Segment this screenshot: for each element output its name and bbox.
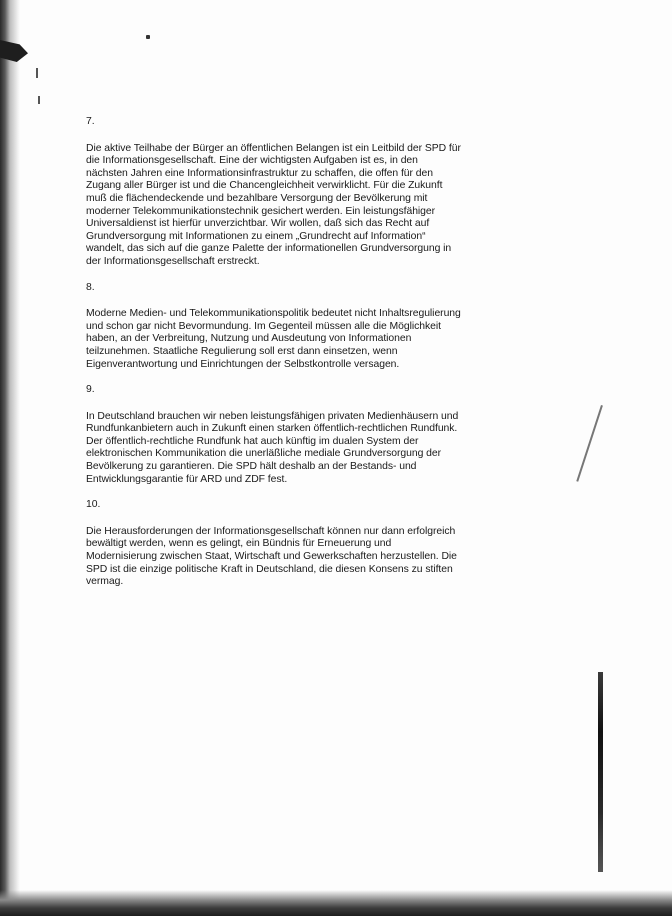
document-body [86,116,506,602]
paragraph-line: der Informationsgesellschaft erstreckt. [86,255,260,267]
section-paragraph [86,308,506,371]
paragraph-line: Grundversorgung mit Informationen zu einem „Grundrecht auf Information“ [86,230,426,242]
paragraph-line: In Deutschland brauchen wir neben leistungsfähigen privaten Medienhäusern und [86,410,459,422]
section-number: 7. [86,116,95,127]
section-number: 9. [86,384,95,396]
scan-tick [36,68,38,78]
paragraph-line: Eigenverantwortung und Einrichtungen der Selbstkontrolle versagen. [86,358,400,370]
scan-right-mark [576,405,603,482]
scan-bottom-edge [0,890,672,916]
paragraph-line: Der öffentlich-rechtliche Rundfunk hat auch künftig im dualen System der [86,435,419,447]
scan-left-edge [0,0,20,916]
paragraph-line: wandelt, das sich auf die ganze Palette der informationellen Grundversorgung in [86,243,452,255]
section-paragraph [86,411,506,487]
paragraph-line: bewältigt werden, wenn es gelingt, ein Bündnis für Erneuerung und [86,538,392,550]
paragraph-line: Zugang aller Bürger ist und die Chancengleichheit verwirklicht. Für die Zukunft [86,180,443,192]
section-3 [86,384,506,486]
paragraph-line: haben, an der Verbreitung, Nutzung und Ausdeutung von Informationen [86,333,412,345]
paragraph-line: Modernisierung zwischen Staat, Wirtschaft und Gewerkschaften herzustellen. Die [86,551,457,563]
paragraph-line: SPD ist die einzige politische Kraft in Deutschland, die diesen Konsens zu stiften [86,563,453,575]
scan-right-mark [598,672,603,872]
paragraph-line: elektronischen Kommunikation die unerläßliche mediale Grundversorgung der [86,448,442,460]
scan-dot [146,35,150,39]
paragraph-line: Rundfunkanbietern auch in Zukunft einen starken öffentlich-rechtlichen Rundfunk. [86,423,458,435]
paragraph-line: moderner Telekommunikationstechnik gesichert werden. Ein leistungsfähiger [86,205,436,217]
section-4 [86,499,506,589]
section-number: 8. [86,281,95,293]
section-paragraph [86,143,506,269]
paragraph-line: und schon gar nicht Bevormundung. Im Gegenteil müssen alle die Möglichkeit [86,320,441,332]
section-2 [86,282,506,372]
paragraph-line: muß die flächendeckende und bezahlbare Versorgung der Bevölkerung mit [86,192,428,204]
paragraph-line: Die aktive Teilhabe der Bürger an öffentlichen Belangen ist ein Leitbild der SPD für [86,142,461,154]
section-1 [86,116,506,269]
paragraph-line: Universaldienst ist hierfür unverzichtbar. Wir wollen, daß sich das Recht auf [86,218,430,230]
paragraph-line: Entwicklungsgarantie für ARD und ZDF fest. [86,473,288,485]
section-paragraph [86,526,506,589]
paragraph-line: Die Herausforderungen der Informationsgesellschaft können nur dann erfolgreich [86,525,456,537]
section-number: 10. [86,499,101,511]
paragraph-line: Bevölkerung zu garantieren. Die SPD hält deshalb an der Bestands- und [86,461,417,473]
paragraph-line: Moderne Medien- und Telekommunikationspolitik bedeutet nicht Inhaltsregulierung [86,308,461,320]
paragraph-line: die Informationsgesellschaft. Eine der wichtigsten Aufgaben ist es, in den [86,155,418,167]
scan-tick [38,96,40,104]
paragraph-line: vermag. [86,576,124,588]
paragraph-line: nächsten Jahren eine Informationsinfrastruktur zu schaffen, die offen für den [86,167,433,179]
paragraph-line: teilzunehmen. Staatliche Regulierung soll erst dann einsetzen, wenn [86,345,398,357]
